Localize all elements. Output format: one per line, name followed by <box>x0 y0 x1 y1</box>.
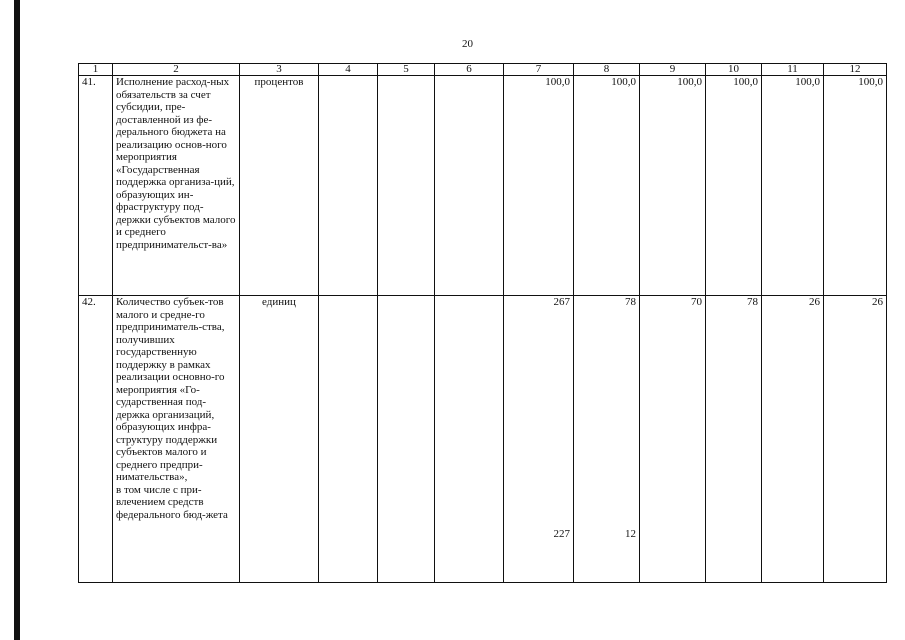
header-cell: 7 <box>504 64 574 76</box>
value-cell <box>435 76 504 296</box>
header-cell: 6 <box>435 64 504 76</box>
header-cell: 5 <box>378 64 435 76</box>
header-cell: 12 <box>824 64 887 76</box>
indicators-table <box>78 63 887 583</box>
header-cell: 8 <box>574 64 640 76</box>
value-cell <box>378 76 435 296</box>
value-cell: 100,0 <box>824 76 887 296</box>
value-cell: 70 <box>640 296 706 583</box>
header-cell: 1 <box>79 64 113 76</box>
table-row <box>79 76 887 296</box>
page-number: 20 <box>462 38 473 50</box>
value-cell: 100,0 <box>640 76 706 296</box>
value-cell <box>378 296 435 583</box>
value-cell: 26 <box>824 296 887 583</box>
scan-edge-bar <box>14 0 20 640</box>
header-cell: 11 <box>762 64 824 76</box>
value-cell <box>435 296 504 583</box>
header-cell: 3 <box>240 64 319 76</box>
header-cell: 9 <box>640 64 706 76</box>
value-sub: 227 <box>553 528 570 540</box>
value-total: 267 <box>553 296 570 308</box>
value-cell: 78 <box>706 296 762 583</box>
row-unit: процентов <box>240 76 319 296</box>
value-cell <box>319 76 378 296</box>
table-row <box>79 296 887 583</box>
row-description-sub: в том числе с при-влечением средств федерального бюд-жета <box>116 483 228 521</box>
value-cell: 26 <box>762 296 824 583</box>
row-description: Количество субъек-тов малого и средне-го предприниматель-ства, получивших государственную поддержку в рамках реализации основно-го мероприятия «Го-сударственная под-держка организаций, образующих инфра-структуру поддержки субъектов малого и среднего предпри-нимательства», <box>116 296 225 483</box>
value-total: 78 <box>625 296 636 308</box>
row-description: Исполнение расход-ных обязательств за счет субсидии, пре-доставленной из фе-дерального бюджета на реализацию основ-ного мероприятия «Государственная поддержка организа-ций, образующих ин-фраструктуру под-держки субъектов малого и среднего предпринимательст-ва» <box>113 76 240 296</box>
row-description-cell <box>113 296 240 583</box>
row-number: 42. <box>79 296 113 583</box>
row-number: 41. <box>79 76 113 296</box>
header-cell: 4 <box>319 64 378 76</box>
header-cell: 10 <box>706 64 762 76</box>
row-unit: единиц <box>240 296 319 583</box>
header-row <box>79 64 887 76</box>
header-cell: 2 <box>113 64 240 76</box>
value-sub: 12 <box>625 528 636 540</box>
value-cell: 100,0 <box>762 76 824 296</box>
value-cell-c7 <box>504 296 574 583</box>
value-cell: 100,0 <box>504 76 574 296</box>
value-cell <box>319 296 378 583</box>
value-cell-c8 <box>574 296 640 583</box>
value-cell: 100,0 <box>706 76 762 296</box>
value-cell: 100,0 <box>574 76 640 296</box>
